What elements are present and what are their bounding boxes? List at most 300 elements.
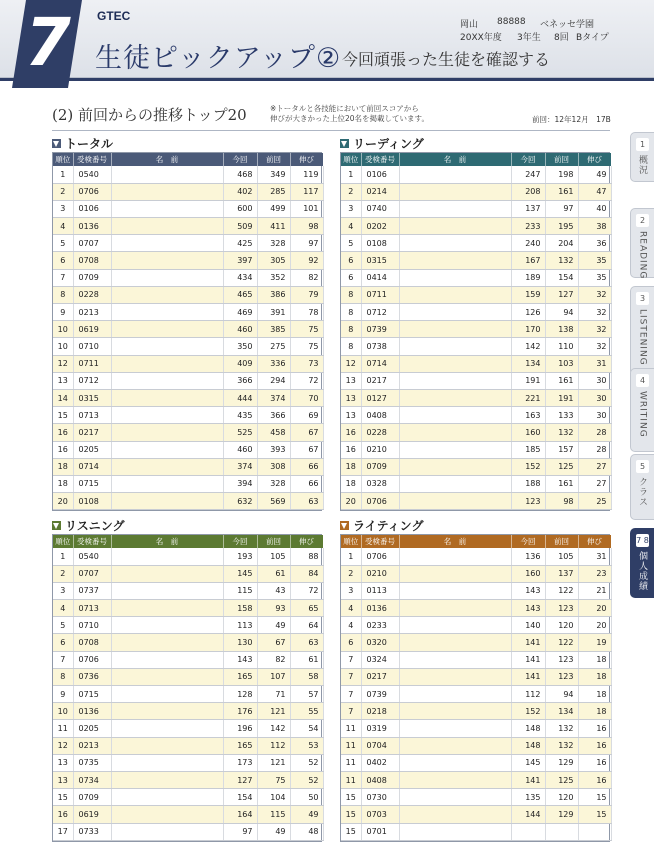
previous-score-cell: 123 <box>545 600 578 617</box>
table-row <box>53 475 323 492</box>
growth-cell: 61 <box>290 651 323 668</box>
reading-title-text: リーディング <box>353 137 424 151</box>
id-cell: 0733 <box>73 823 111 840</box>
id-cell: 0113 <box>361 582 399 599</box>
previous-score-cell: 386 <box>257 286 290 303</box>
column-header-previous: 前回 <box>545 535 578 548</box>
previous-score-cell: 129 <box>545 806 578 823</box>
total-table <box>53 153 324 510</box>
side-tab-5[interactable] <box>630 454 654 520</box>
side-tab-3[interactable] <box>630 286 654 376</box>
current-score-cell: 173 <box>223 754 257 771</box>
growth-cell: 32 <box>578 286 611 303</box>
rank-cell: 4 <box>53 218 73 235</box>
name-cell <box>111 600 223 617</box>
writing-table-frame <box>340 534 610 842</box>
name-cell <box>111 771 223 788</box>
growth-cell: 18 <box>578 668 611 685</box>
table-row <box>53 355 323 372</box>
page-subtitle: 今回頑張った生徒を確認する <box>342 50 551 69</box>
previous-score-cell: 105 <box>545 548 578 565</box>
name-cell <box>399 235 511 252</box>
growth-cell: 35 <box>578 252 611 269</box>
current-score-cell: 142 <box>511 338 545 355</box>
current-score-cell: 152 <box>511 703 545 720</box>
rank-cell: 3 <box>341 582 361 599</box>
name-cell <box>111 475 223 492</box>
rank-cell: 6 <box>341 634 361 651</box>
section-title: (2) 前回からの推移トップ20 <box>52 106 247 124</box>
table-row <box>341 355 611 372</box>
id-cell: 0712 <box>361 304 399 321</box>
side-tab-1[interactable] <box>630 132 654 182</box>
growth-cell: 50 <box>290 789 323 806</box>
column-header-rank: 順位 <box>53 153 73 166</box>
current-score-cell: 185 <box>511 441 545 458</box>
current-score-cell: 465 <box>223 286 257 303</box>
table-row <box>53 548 323 565</box>
side-tab-number: 4 <box>636 374 649 387</box>
name-cell <box>399 389 511 406</box>
name-cell <box>399 754 511 771</box>
previous-score-cell: 104 <box>257 789 290 806</box>
previous-score-cell: 275 <box>257 338 290 355</box>
table-row <box>341 789 611 806</box>
table-row <box>341 200 611 217</box>
column-header-previous: 前回 <box>257 153 290 166</box>
current-score-cell: 240 <box>511 235 545 252</box>
triangle-icon <box>52 521 61 530</box>
growth-cell: 16 <box>578 754 611 771</box>
previous-score-cell: 97 <box>545 200 578 217</box>
previous-score-cell: 458 <box>257 424 290 441</box>
previous-score-cell: 112 <box>257 737 290 754</box>
name-cell <box>399 823 511 840</box>
current-score-cell: 525 <box>223 424 257 441</box>
id-cell: 0619 <box>73 321 111 338</box>
rank-cell: 3 <box>341 200 361 217</box>
info-year: 20XX年度 <box>460 33 502 43</box>
table-row <box>341 458 611 475</box>
previous-score-cell: 122 <box>545 582 578 599</box>
growth-cell: 84 <box>290 565 323 582</box>
current-score-cell: 165 <box>223 668 257 685</box>
info-code: 88888 <box>497 17 526 27</box>
info-school: ベネッセ学園 <box>540 20 595 30</box>
id-cell: 0739 <box>361 321 399 338</box>
growth-cell: 28 <box>578 424 611 441</box>
table-row <box>341 166 611 183</box>
current-score-cell: 112 <box>511 686 545 703</box>
rank-cell: 10 <box>53 321 73 338</box>
id-cell: 0711 <box>361 286 399 303</box>
previous-score-cell: 294 <box>257 372 290 389</box>
triangle-icon <box>340 139 349 148</box>
rank-cell: 8 <box>341 286 361 303</box>
rank-cell: 5 <box>341 235 361 252</box>
rank-cell: 16 <box>341 424 361 441</box>
growth-cell: 18 <box>578 703 611 720</box>
id-cell: 0319 <box>361 720 399 737</box>
growth-cell: 32 <box>578 338 611 355</box>
name-cell <box>399 407 511 424</box>
side-tab-number: 2 <box>636 214 649 227</box>
rank-cell: 13 <box>341 407 361 424</box>
growth-cell: 117 <box>290 183 323 200</box>
name-cell <box>111 407 223 424</box>
column-header-name: 名 前 <box>111 535 223 548</box>
rank-cell: 8 <box>53 286 73 303</box>
table-row <box>53 565 323 582</box>
id-cell: 0108 <box>73 493 111 510</box>
id-cell: 0739 <box>361 686 399 703</box>
id-cell: 0738 <box>361 338 399 355</box>
rank-cell: 13 <box>53 754 73 771</box>
previous-score-cell: 132 <box>545 252 578 269</box>
name-cell <box>111 389 223 406</box>
current-score-cell: 167 <box>511 252 545 269</box>
rank-cell: 15 <box>341 789 361 806</box>
side-tab-6[interactable] <box>630 528 654 598</box>
rank-cell: 13 <box>341 389 361 406</box>
previous-score-cell: 98 <box>545 493 578 510</box>
table-row <box>341 806 611 823</box>
growth-cell: 48 <box>290 823 323 840</box>
current-score-cell: 148 <box>511 737 545 754</box>
rank-cell: 12 <box>53 737 73 754</box>
previous-score-cell: 198 <box>545 166 578 183</box>
previous-score-cell: 305 <box>257 252 290 269</box>
growth-cell: 73 <box>290 355 323 372</box>
side-tab-4[interactable] <box>630 368 654 452</box>
growth-cell: 79 <box>290 286 323 303</box>
growth-cell: 20 <box>578 617 611 634</box>
table-row <box>341 424 611 441</box>
growth-cell: 31 <box>578 355 611 372</box>
name-cell <box>399 720 511 737</box>
previous-score-cell <box>545 823 578 840</box>
previous-score-cell: 94 <box>545 304 578 321</box>
name-cell <box>111 806 223 823</box>
id-cell: 0315 <box>73 389 111 406</box>
id-cell: 0740 <box>361 200 399 217</box>
growth-cell: 58 <box>290 668 323 685</box>
previous-score-cell: 336 <box>257 355 290 372</box>
growth-cell: 63 <box>290 634 323 651</box>
previous-score-cell: 393 <box>257 441 290 458</box>
name-cell <box>399 286 511 303</box>
rank-cell: 16 <box>53 806 73 823</box>
previous-score-cell: 195 <box>545 218 578 235</box>
growth-cell: 36 <box>578 235 611 252</box>
writing-table <box>341 535 612 841</box>
previous-score-cell: 374 <box>257 389 290 406</box>
rank-cell: 2 <box>53 183 73 200</box>
table-row <box>53 806 323 823</box>
previous-score-cell: 499 <box>257 200 290 217</box>
info-grade: 3年生 <box>517 33 541 43</box>
rank-cell: 6 <box>341 269 361 286</box>
current-score-cell: 141 <box>511 771 545 788</box>
column-header-growth: 伸び <box>290 153 323 166</box>
rank-cell: 12 <box>341 355 361 372</box>
rank-cell: 15 <box>53 789 73 806</box>
previous-score-cell: 120 <box>545 789 578 806</box>
rank-cell: 15 <box>341 823 361 840</box>
previous-score-cell: 49 <box>257 823 290 840</box>
previous-test-label: 前回：12年12月 17B <box>532 115 611 124</box>
listening-title-text: リスニング <box>65 519 125 533</box>
section-rule <box>52 130 610 131</box>
id-cell: 0136 <box>73 218 111 235</box>
writing-block <box>340 517 610 842</box>
column-header-rank: 順位 <box>53 535 73 548</box>
growth-cell: 49 <box>290 806 323 823</box>
writing-title-text: ライティング <box>353 519 424 533</box>
table-row <box>53 389 323 406</box>
id-cell: 0736 <box>73 668 111 685</box>
side-tab-number: 3 <box>636 292 649 305</box>
rank-cell: 13 <box>53 372 73 389</box>
name-cell <box>399 372 511 389</box>
rank-cell: 16 <box>53 424 73 441</box>
id-cell: 0106 <box>361 166 399 183</box>
table-row <box>53 823 323 840</box>
id-cell: 0214 <box>361 183 399 200</box>
rank-cell: 15 <box>53 407 73 424</box>
reading-block <box>340 135 610 511</box>
growth-cell: 32 <box>578 321 611 338</box>
table-row <box>53 771 323 788</box>
name-cell <box>111 235 223 252</box>
growth-cell <box>578 823 611 840</box>
triangle-icon <box>340 521 349 530</box>
table-row <box>53 493 323 510</box>
name-cell <box>399 355 511 372</box>
previous-score-cell: 129 <box>545 754 578 771</box>
id-cell: 0710 <box>73 617 111 634</box>
growth-cell: 31 <box>578 548 611 565</box>
total-table-frame <box>52 152 322 511</box>
id-cell: 0730 <box>361 789 399 806</box>
table-row <box>53 754 323 771</box>
growth-cell: 30 <box>578 407 611 424</box>
info-prefecture: 岡山 <box>460 20 479 30</box>
current-score-cell: 159 <box>511 286 545 303</box>
name-cell <box>399 548 511 565</box>
table-row <box>341 338 611 355</box>
current-score-cell: 140 <box>511 617 545 634</box>
reading-table <box>341 153 612 510</box>
name-cell <box>111 668 223 685</box>
id-cell: 0706 <box>361 548 399 565</box>
total-title <box>52 135 322 152</box>
table-row <box>341 475 611 492</box>
current-score-cell: 193 <box>223 548 257 565</box>
name-cell <box>399 789 511 806</box>
growth-cell: 28 <box>578 441 611 458</box>
previous-score-cell: 110 <box>545 338 578 355</box>
table-header-row <box>341 535 611 548</box>
id-cell: 0228 <box>361 424 399 441</box>
previous-score-cell: 191 <box>545 389 578 406</box>
growth-cell: 55 <box>290 703 323 720</box>
rank-cell: 6 <box>341 252 361 269</box>
id-cell: 0127 <box>361 389 399 406</box>
column-header-name: 名 前 <box>399 153 511 166</box>
table-row <box>341 407 611 424</box>
growth-cell: 52 <box>290 771 323 788</box>
id-cell: 0213 <box>73 304 111 321</box>
name-cell <box>111 200 223 217</box>
previous-score-cell: 105 <box>257 548 290 565</box>
previous-score-cell: 125 <box>545 771 578 788</box>
previous-score-cell: 328 <box>257 235 290 252</box>
table-row <box>53 286 323 303</box>
growth-cell: 23 <box>578 565 611 582</box>
id-cell: 0408 <box>361 771 399 788</box>
current-score-cell: 141 <box>511 668 545 685</box>
rank-cell: 18 <box>341 458 361 475</box>
rank-cell: 11 <box>53 720 73 737</box>
growth-cell: 15 <box>578 806 611 823</box>
rank-cell: 2 <box>53 565 73 582</box>
growth-cell: 19 <box>578 634 611 651</box>
name-cell <box>399 600 511 617</box>
rank-cell: 12 <box>53 355 73 372</box>
table-header-row <box>53 153 323 166</box>
current-score-cell: 137 <box>511 200 545 217</box>
id-cell: 0737 <box>73 582 111 599</box>
side-tab-2[interactable] <box>630 208 654 278</box>
current-score-cell: 160 <box>511 424 545 441</box>
column-header-rank: 順位 <box>341 153 361 166</box>
rank-cell: 1 <box>341 548 361 565</box>
name-cell <box>399 183 511 200</box>
name-cell <box>111 582 223 599</box>
name-cell <box>399 686 511 703</box>
section-note <box>270 104 429 124</box>
rank-cell: 6 <box>53 252 73 269</box>
growth-cell: 63 <box>290 493 323 510</box>
current-score-cell: 397 <box>223 252 257 269</box>
id-cell: 0713 <box>73 407 111 424</box>
growth-cell: 101 <box>290 200 323 217</box>
side-tab-label: 概況 <box>637 155 647 175</box>
name-cell <box>399 737 511 754</box>
table-row <box>53 703 323 720</box>
growth-cell: 49 <box>578 166 611 183</box>
previous-score-cell: 107 <box>257 668 290 685</box>
current-score-cell: 143 <box>511 582 545 599</box>
id-cell: 0213 <box>73 737 111 754</box>
growth-cell: 18 <box>578 686 611 703</box>
id-cell: 0217 <box>361 372 399 389</box>
table-row <box>53 269 323 286</box>
name-cell <box>111 651 223 668</box>
current-score-cell: 113 <box>223 617 257 634</box>
column-header-name: 名 前 <box>111 153 223 166</box>
name-cell <box>111 183 223 200</box>
growth-cell: 53 <box>290 737 323 754</box>
previous-score-cell: 137 <box>545 565 578 582</box>
current-score-cell: 143 <box>511 600 545 617</box>
rank-cell: 4 <box>341 218 361 235</box>
growth-cell: 57 <box>290 686 323 703</box>
table-row <box>53 252 323 269</box>
name-cell <box>399 338 511 355</box>
side-tab-number: 5 <box>636 460 649 473</box>
brand-label: GTEC <box>97 9 131 23</box>
table-row <box>341 600 611 617</box>
name-cell <box>399 703 511 720</box>
name-cell <box>111 338 223 355</box>
previous-score-cell: 67 <box>257 634 290 651</box>
column-header-id: 受検番号 <box>361 153 399 166</box>
column-header-name: 名 前 <box>399 535 511 548</box>
current-score-cell: 208 <box>511 183 545 200</box>
current-score-cell: 164 <box>223 806 257 823</box>
column-header-id: 受検番号 <box>361 535 399 548</box>
previous-score-cell: 366 <box>257 407 290 424</box>
current-score-cell: 350 <box>223 338 257 355</box>
current-score-cell: 115 <box>223 582 257 599</box>
previous-score-cell: 391 <box>257 304 290 321</box>
table-row <box>341 823 611 840</box>
name-cell <box>399 617 511 634</box>
previous-score-cell: 71 <box>257 686 290 703</box>
id-cell: 0228 <box>73 286 111 303</box>
id-cell: 0619 <box>73 806 111 823</box>
id-cell: 0108 <box>361 235 399 252</box>
name-cell <box>111 565 223 582</box>
table-row <box>53 617 323 634</box>
rank-cell: 11 <box>341 737 361 754</box>
table-row <box>341 771 611 788</box>
table-row <box>53 372 323 389</box>
name-cell <box>111 720 223 737</box>
column-header-current: 今回 <box>223 153 257 166</box>
table-row <box>53 183 323 200</box>
total-title-text: トータル <box>65 137 114 151</box>
table-row <box>53 600 323 617</box>
rank-cell: 3 <box>53 200 73 217</box>
current-score-cell: 123 <box>511 493 545 510</box>
id-cell: 0320 <box>361 634 399 651</box>
name-cell <box>399 806 511 823</box>
rank-cell: 5 <box>53 617 73 634</box>
id-cell: 0136 <box>73 703 111 720</box>
info-round: 8回 <box>554 33 569 43</box>
current-score-cell <box>511 823 545 840</box>
rank-cell: 1 <box>53 166 73 183</box>
previous-score-cell: 120 <box>545 617 578 634</box>
id-cell: 0703 <box>361 806 399 823</box>
current-score-cell: 233 <box>511 218 545 235</box>
rank-cell: 17 <box>53 823 73 840</box>
rank-cell: 5 <box>53 235 73 252</box>
table-row <box>341 321 611 338</box>
current-score-cell: 469 <box>223 304 257 321</box>
current-score-cell: 144 <box>511 806 545 823</box>
table-row <box>53 304 323 321</box>
rank-cell: 2 <box>341 183 361 200</box>
column-header-growth: 伸び <box>290 535 323 548</box>
name-cell <box>111 823 223 840</box>
rank-cell: 18 <box>53 458 73 475</box>
id-cell: 0205 <box>73 441 111 458</box>
current-score-cell: 444 <box>223 389 257 406</box>
